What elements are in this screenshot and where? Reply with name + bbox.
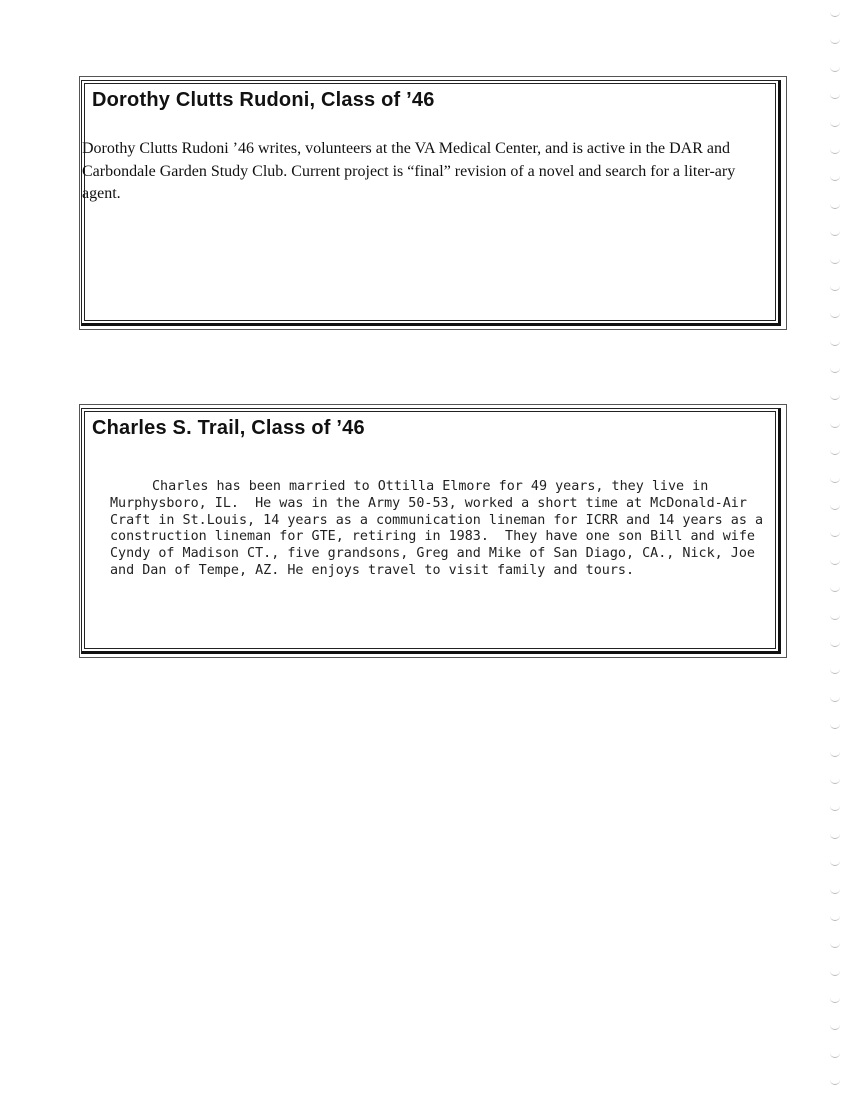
binding-ring (830, 366, 840, 373)
binding-ring (830, 393, 840, 400)
profile-body: Dorothy Clutts Rudoni ’46 writes, volunteers at the VA Medical Center, and is active in the DAR and Carbondale Garden Study Club. Current project is “final” revision of a novel and search for a liter-ary agent. (82, 140, 736, 202)
binding-ring (830, 65, 840, 72)
binding-ring (830, 476, 840, 483)
profile-title: Dorothy Clutts Rudoni, Class of ’46 (92, 89, 435, 111)
binding-ring (830, 777, 840, 784)
binding-ring (830, 722, 840, 729)
binding-ring (830, 832, 840, 839)
binding-ring (830, 530, 840, 537)
binding-ring (830, 996, 840, 1003)
binding-ring (830, 887, 840, 894)
binding-ring (830, 448, 840, 455)
binding-ring (830, 914, 840, 921)
binding-ring (830, 120, 840, 127)
binding-ring (830, 558, 840, 565)
binding-ring (830, 804, 840, 811)
binding-ring (830, 941, 840, 948)
binding-ring (830, 1023, 840, 1030)
binding-ring (830, 10, 840, 17)
binding-ring (830, 257, 840, 264)
profile-box-rudoni (81, 80, 781, 326)
profile-body: Charles has been married to Ottilla Elmore for 49 years, they live in Murphysboro, IL. He was in the Army 50-53, worked a short time at McDonald-Air Craft in St.Louis, 14 years as a communication lineman for ICRR and 14 years as a construction lineman for GTE, retiring in 1983. They have one son Bill and wife Cyndy of Madison CT., five grandsons, Greg and Mike of San Diago, CA., Nick, Joe and Dan of Tempe, AZ. He enjoys travel to visit family and tours. (110, 479, 772, 578)
binding-ring (830, 37, 840, 44)
binding-ring (830, 174, 840, 181)
binding-ring (830, 750, 840, 757)
binding-ring (830, 92, 840, 99)
binding-ring (830, 640, 840, 647)
binding-ring (830, 503, 840, 510)
binding-ring (830, 585, 840, 592)
binding-ring (830, 667, 840, 674)
profile-title: Charles S. Trail, Class of ’46 (92, 417, 365, 439)
binding-ring (830, 695, 840, 702)
binding-ring (830, 311, 840, 318)
binding-ring (830, 613, 840, 620)
binding-ring (830, 147, 840, 154)
binding-ring (830, 202, 840, 209)
binding-ring (830, 284, 840, 291)
binding-ring (830, 421, 840, 428)
binding-ring (830, 339, 840, 346)
binding-ring (830, 1051, 840, 1058)
profile-box-trail (81, 408, 781, 654)
binding-ring (830, 1078, 840, 1085)
binding-ring (830, 229, 840, 236)
binding-ring (830, 969, 840, 976)
binding-ring (830, 859, 840, 866)
spiral-binding (830, 10, 844, 1095)
